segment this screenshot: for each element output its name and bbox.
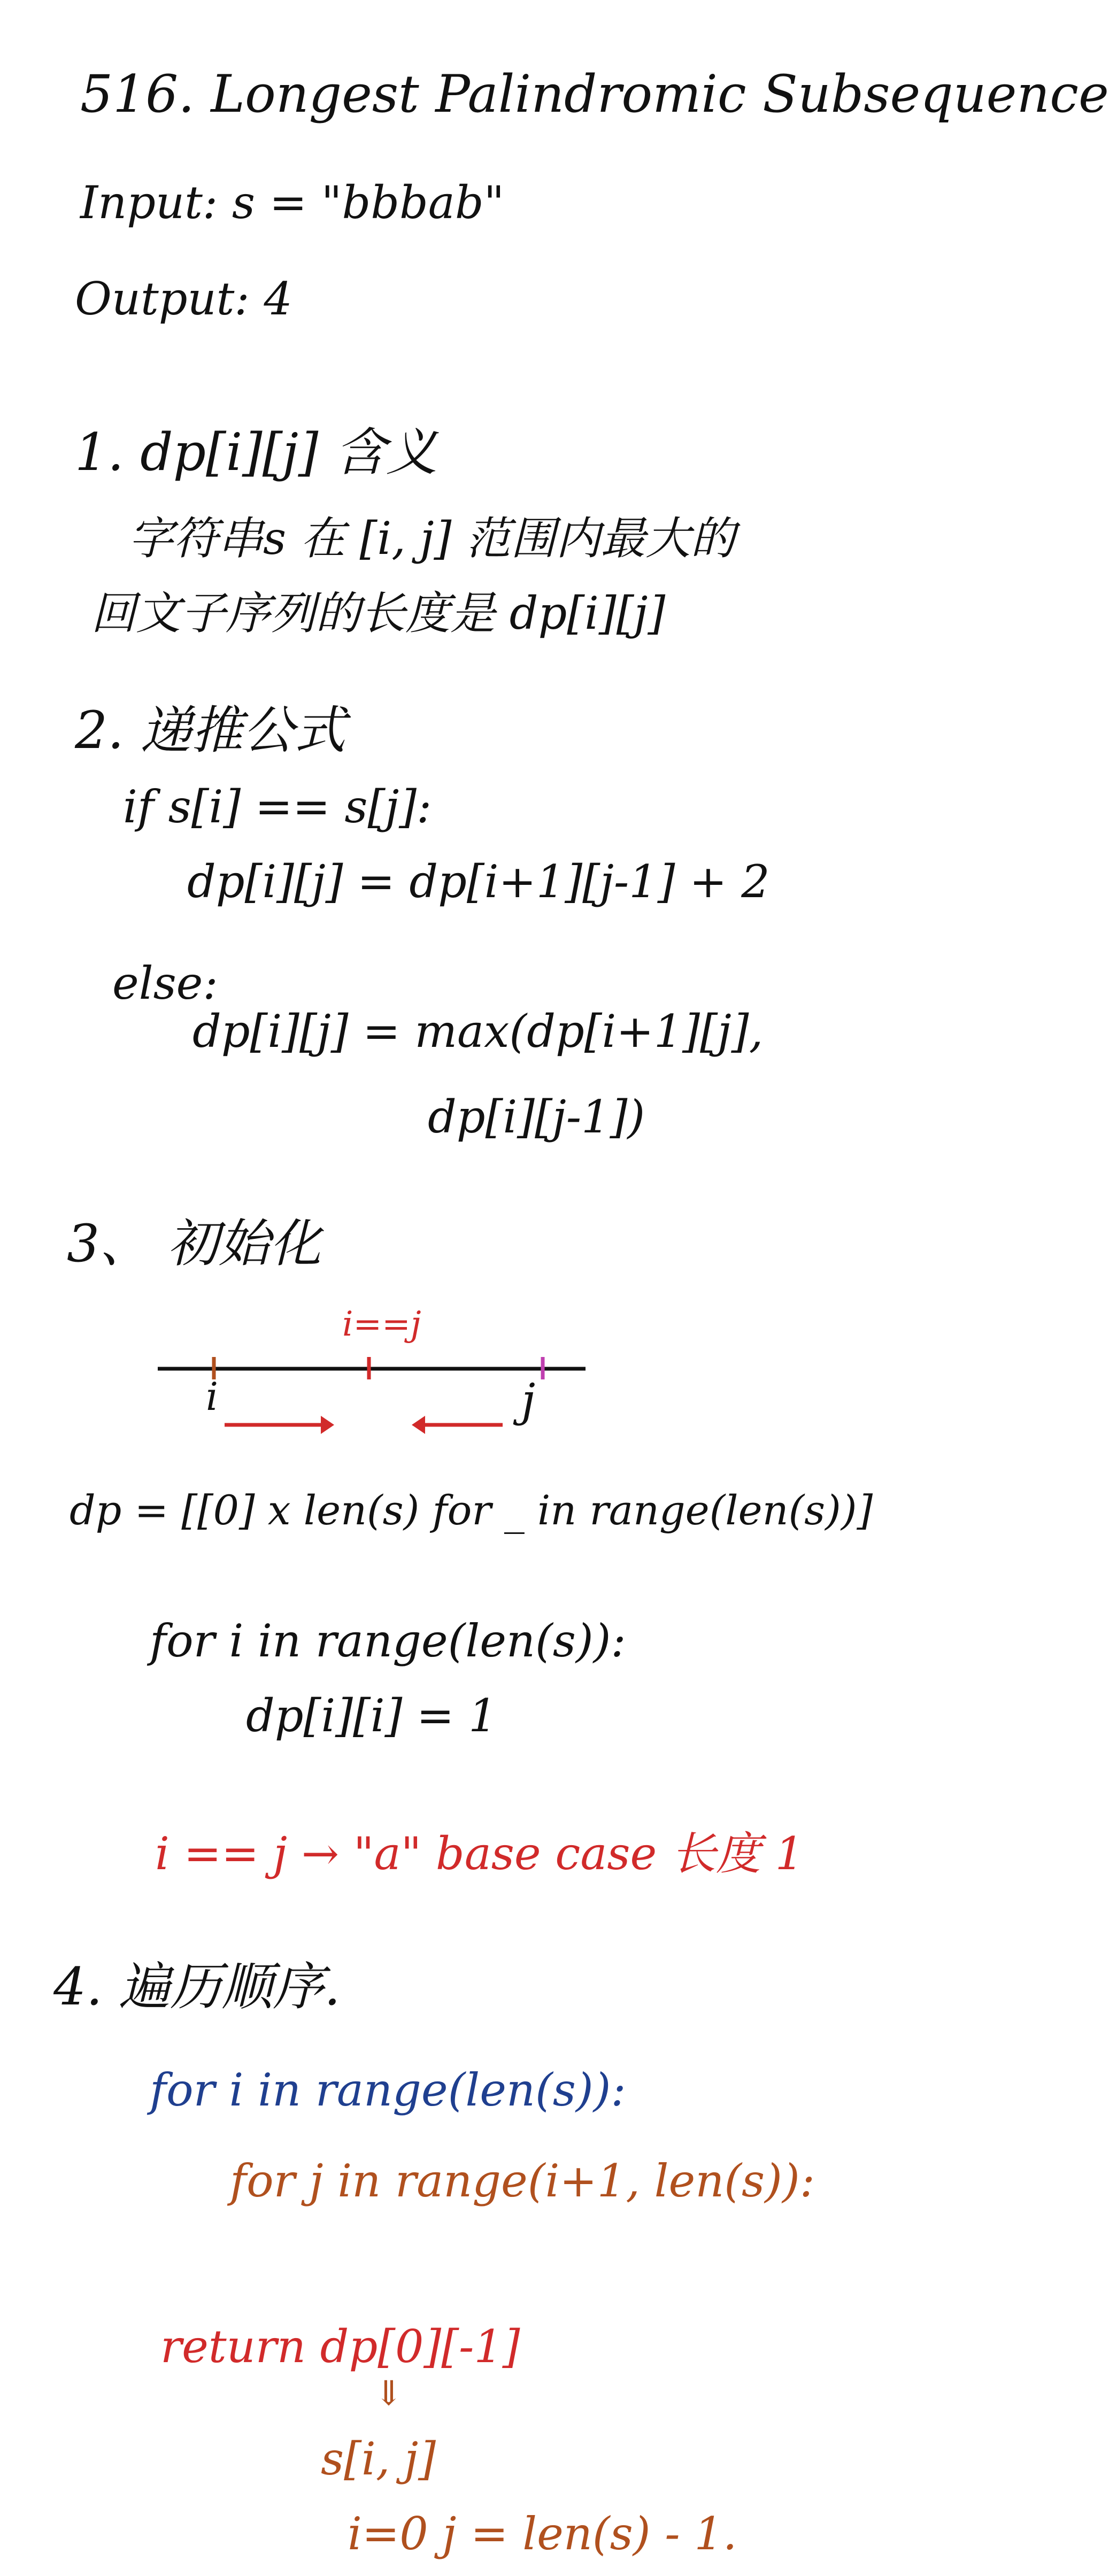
arrow-left-head — [412, 1416, 425, 1434]
if-body: dp[i][j] = dp[i+1][j-1] + 2 — [187, 855, 770, 908]
return-line: return dp[0][-1] — [160, 2320, 520, 2373]
input-line: Input: s = "bbbab" — [80, 176, 505, 229]
if-condition: if s[i] == s[j]: — [123, 781, 432, 833]
output-line: Output: 4 — [75, 273, 292, 325]
index-bounds: i=0 j = len(s) - 1. — [348, 2508, 737, 2560]
section4-heading: 4. 遍历顺序. — [53, 1957, 341, 2017]
label-j: j — [521, 1374, 536, 1426]
down-arrow-icon: ⇓ — [374, 2374, 403, 2413]
else-body-1: dp[i][j] = max(dp[i+1][j], — [192, 1005, 764, 1058]
s-range: s[i, j] — [321, 2433, 436, 2485]
init-loop: for i in range(len(s)): — [150, 1615, 626, 1667]
inner-loop: for j in range(i+1, len(s)): — [230, 2155, 815, 2207]
section3-heading: 3、 初始化 — [67, 1214, 321, 1274]
section1-line1: 字符串s 在 [i, j] 范围内最大的 — [128, 512, 736, 565]
dp-init: dp = [[0] x len(s) for _ in range(len(s))] — [70, 1486, 873, 1534]
init-loop-body: dp[i][i] = 1 — [246, 1690, 497, 1742]
section1-line2: 回文子序列的长度是 dp[i][j] — [91, 587, 666, 639]
label-meet: i==j — [342, 1305, 421, 1344]
two-pointer-diagram — [0, 1294, 856, 1486]
label-i: i — [206, 1374, 219, 1419]
section1-heading: 1. dp[i][j] 含义 — [75, 422, 437, 482]
base-case-note: i == j → "a" base case 长度 1 — [155, 1827, 804, 1880]
section2-heading: 2. 递推公式 — [75, 700, 346, 760]
else-body-2: dp[i][j-1]) — [428, 1091, 645, 1143]
outer-loop: for i in range(len(s)): — [150, 2064, 626, 2116]
page-title: 516. Longest Palindromic Subsequence — [80, 64, 1109, 124]
arrow-right-head — [321, 1416, 334, 1434]
else-line: else: — [112, 957, 218, 1009]
